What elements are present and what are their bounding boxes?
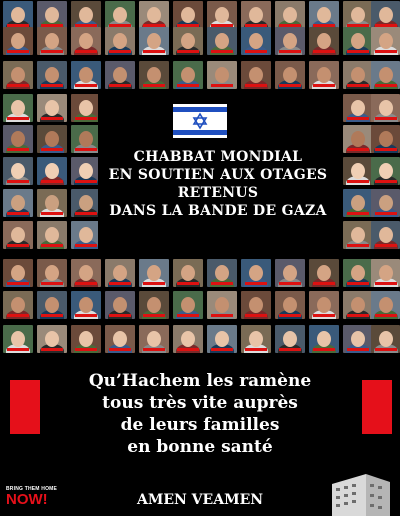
portrait-name-tag — [245, 50, 267, 53]
hostage-portrait — [309, 291, 339, 319]
portrait-name-tag — [143, 348, 165, 351]
portrait-name-tag — [375, 348, 397, 351]
portrait-name-tag — [375, 180, 397, 183]
hostage-portrait — [105, 325, 135, 353]
portrait-face — [79, 227, 93, 243]
hostage-portrait — [207, 27, 237, 55]
portrait-face — [317, 297, 331, 313]
portrait-face — [379, 163, 393, 179]
hostage-portrait — [371, 221, 400, 249]
hostage-portrait — [3, 221, 33, 249]
portrait-face — [215, 297, 229, 313]
hostage-portrait — [139, 259, 169, 287]
portrait-face — [113, 67, 127, 83]
hostage-portrait — [71, 61, 101, 89]
hostage-portrait — [309, 259, 339, 287]
portrait-face — [351, 227, 365, 243]
portrait-name-tag — [279, 50, 301, 53]
portrait-name-tag — [375, 84, 397, 87]
left-red-bar — [10, 380, 40, 434]
portrait-name-tag — [347, 244, 369, 247]
portrait-face — [11, 297, 25, 313]
portrait-face — [11, 227, 25, 243]
portrait-name-tag — [375, 117, 397, 120]
portrait-name-tag — [279, 282, 301, 285]
portrait-name-tag — [41, 244, 63, 247]
hostage-portrait — [241, 61, 271, 89]
portrait-name-tag — [313, 50, 335, 53]
hostage-portrait — [37, 1, 67, 29]
portrait-face — [317, 265, 331, 281]
portrait-face — [45, 67, 59, 83]
hostage-portrait — [105, 1, 135, 29]
portrait-face — [45, 100, 59, 116]
portrait-name-tag — [347, 282, 369, 285]
portrait-face — [249, 33, 263, 49]
portrait-name-tag — [75, 84, 97, 87]
portrait-name-tag — [177, 314, 199, 317]
hostage-portrait — [37, 325, 67, 353]
portrait-name-tag — [75, 244, 97, 247]
portrait-name-tag — [375, 282, 397, 285]
portrait-face — [379, 7, 393, 23]
portrait-name-tag — [177, 50, 199, 53]
portrait-face — [11, 131, 25, 147]
portrait-face — [351, 195, 365, 211]
portrait-name-tag — [7, 244, 29, 247]
portrait-name-tag — [109, 84, 131, 87]
portrait-name-tag — [211, 314, 233, 317]
portrait-face — [283, 297, 297, 313]
portrait-face — [215, 7, 229, 23]
hostage-portrait — [71, 221, 101, 249]
hostage-portrait — [139, 61, 169, 89]
portrait-face — [79, 331, 93, 347]
portrait-face — [249, 7, 263, 23]
portrait-name-tag — [245, 348, 267, 351]
hostage-portrait — [343, 291, 373, 319]
portrait-face — [317, 67, 331, 83]
headline-line-2: EN SOUTIEN AUX OTAGES — [108, 167, 328, 183]
portrait-face — [113, 265, 127, 281]
prayer-line-1: Qu’Hachem les ramène — [88, 371, 312, 391]
portrait-name-tag — [143, 84, 165, 87]
portrait-face — [351, 33, 365, 49]
hostage-portrait — [343, 27, 373, 55]
hostage-portrait — [309, 27, 339, 55]
hostage-portrait — [3, 189, 33, 217]
portrait-face — [181, 7, 195, 23]
portrait-face — [45, 195, 59, 211]
portrait-name-tag — [109, 348, 131, 351]
portrait-name-tag — [109, 50, 131, 53]
portrait-face — [79, 67, 93, 83]
portrait-face — [147, 265, 161, 281]
portrait-name-tag — [211, 282, 233, 285]
portrait-name-tag — [109, 282, 131, 285]
hostage-portrait — [71, 325, 101, 353]
hostage-portrait — [275, 1, 305, 29]
portrait-name-tag — [211, 84, 233, 87]
portrait-face — [11, 7, 25, 23]
hostage-portrait — [343, 325, 373, 353]
portrait-name-tag — [245, 282, 267, 285]
portrait-face — [351, 67, 365, 83]
portrait-name-tag — [7, 348, 29, 351]
portrait-face — [79, 33, 93, 49]
hostage-portrait — [173, 27, 203, 55]
portrait-face — [181, 33, 195, 49]
portrait-face — [11, 67, 25, 83]
portrait-name-tag — [75, 348, 97, 351]
hostage-portrait — [343, 125, 373, 153]
portrait-face — [147, 33, 161, 49]
hostage-portrait — [207, 291, 237, 319]
portrait-face — [45, 227, 59, 243]
portrait-name-tag — [313, 348, 335, 351]
portrait-name-tag — [347, 314, 369, 317]
portrait-face — [79, 131, 93, 147]
portrait-face — [79, 195, 93, 211]
hostage-portrait — [37, 125, 67, 153]
hostage-portrait — [3, 61, 33, 89]
portrait-name-tag — [41, 117, 63, 120]
hostage-portrait — [3, 27, 33, 55]
portrait-name-tag — [313, 314, 335, 317]
portrait-name-tag — [177, 282, 199, 285]
hostage-portrait — [3, 157, 33, 185]
portrait-name-tag — [7, 180, 29, 183]
hostage-portrait — [37, 61, 67, 89]
hostage-portrait — [371, 259, 400, 287]
portrait-face — [249, 265, 263, 281]
portrait-face — [249, 67, 263, 83]
portrait-name-tag — [75, 212, 97, 215]
portrait-face — [45, 7, 59, 23]
hostage-portrait — [139, 1, 169, 29]
portrait-face — [11, 331, 25, 347]
portrait-face — [215, 331, 229, 347]
portrait-name-tag — [41, 348, 63, 351]
headline — [100, 148, 336, 220]
portrait-face — [379, 33, 393, 49]
portrait-name-tag — [375, 244, 397, 247]
portrait-face — [79, 7, 93, 23]
portrait-face — [45, 163, 59, 179]
portrait-name-tag — [7, 314, 29, 317]
israel-flag-icon — [173, 104, 227, 138]
portrait-face — [79, 163, 93, 179]
hostage-portrait — [71, 94, 101, 122]
portrait-face — [79, 100, 93, 116]
portrait-face — [379, 195, 393, 211]
hostage-portrait — [37, 259, 67, 287]
building-icon — [326, 470, 396, 516]
hostage-portrait — [173, 291, 203, 319]
hostage-portrait — [371, 61, 400, 89]
portrait-face — [147, 7, 161, 23]
portrait-name-tag — [245, 84, 267, 87]
hostage-portrait — [3, 325, 33, 353]
portrait-name-tag — [41, 148, 63, 151]
portrait-face — [11, 195, 25, 211]
hostage-portrait — [3, 291, 33, 319]
badge-now-text: NOW! — [6, 491, 48, 508]
portrait-name-tag — [75, 50, 97, 53]
hostage-portrait — [207, 259, 237, 287]
portrait-face — [379, 331, 393, 347]
portrait-face — [351, 163, 365, 179]
hostage-portrait — [139, 27, 169, 55]
hostage-portrait — [275, 259, 305, 287]
hostage-portrait — [37, 157, 67, 185]
hostage-portrait — [173, 259, 203, 287]
portrait-name-tag — [347, 50, 369, 53]
portrait-name-tag — [75, 180, 97, 183]
portrait-face — [181, 331, 195, 347]
portrait-name-tag — [347, 84, 369, 87]
hostage-portrait — [371, 189, 400, 217]
portrait-face — [215, 265, 229, 281]
portrait-name-tag — [7, 212, 29, 215]
portrait-face — [181, 67, 195, 83]
portrait-name-tag — [41, 314, 63, 317]
portrait-face — [181, 265, 195, 281]
hostage-portrait — [241, 27, 271, 55]
portrait-name-tag — [279, 314, 301, 317]
portrait-face — [45, 131, 59, 147]
portrait-face — [283, 67, 297, 83]
hostage-portrait — [309, 1, 339, 29]
portrait-name-tag — [177, 84, 199, 87]
portrait-face — [45, 33, 59, 49]
hostage-portrait — [37, 94, 67, 122]
portrait-face — [11, 100, 25, 116]
right-red-bar — [362, 380, 392, 434]
hostage-portrait — [343, 1, 373, 29]
portrait-name-tag — [75, 314, 97, 317]
portrait-name-tag — [211, 348, 233, 351]
portrait-face — [283, 7, 297, 23]
portrait-face — [317, 331, 331, 347]
portrait-name-tag — [41, 282, 63, 285]
hostage-portrait — [71, 1, 101, 29]
portrait-face — [147, 331, 161, 347]
hostage-portrait — [139, 291, 169, 319]
portrait-face — [351, 7, 365, 23]
portrait-face — [181, 297, 195, 313]
bring-them-home-badge — [6, 486, 58, 508]
portrait-name-tag — [109, 314, 131, 317]
portrait-face — [215, 67, 229, 83]
portrait-name-tag — [177, 348, 199, 351]
portrait-name-tag — [279, 84, 301, 87]
portrait-face — [379, 100, 393, 116]
hostage-portrait — [3, 125, 33, 153]
hostage-portrait — [207, 325, 237, 353]
hostage-portrait — [343, 94, 373, 122]
hostage-portrait — [37, 291, 67, 319]
portrait-face — [351, 100, 365, 116]
hostage-portrait — [71, 27, 101, 55]
hostage-portrait — [3, 1, 33, 29]
hostage-portrait — [343, 61, 373, 89]
portrait-name-tag — [143, 314, 165, 317]
headline-line-1: CHABBAT MONDIAL — [133, 149, 303, 165]
portrait-name-tag — [375, 148, 397, 151]
portrait-name-tag — [375, 314, 397, 317]
portrait-face — [113, 7, 127, 23]
portrait-name-tag — [143, 50, 165, 53]
hostage-portrait — [71, 291, 101, 319]
hostage-portrait — [173, 1, 203, 29]
hostage-portrait — [343, 157, 373, 185]
portrait-name-tag — [347, 148, 369, 151]
prayer-text — [60, 370, 340, 458]
hostage-portrait — [275, 325, 305, 353]
hostage-portrait — [241, 325, 271, 353]
hostage-portrait — [37, 189, 67, 217]
hostage-portrait — [343, 259, 373, 287]
portrait-face — [249, 331, 263, 347]
portrait-face — [45, 331, 59, 347]
portrait-name-tag — [7, 84, 29, 87]
hostage-portrait — [207, 1, 237, 29]
portrait-face — [379, 265, 393, 281]
hostage-portrait — [173, 325, 203, 353]
prayer-line-4: en bonne santé — [127, 437, 273, 457]
portrait-name-tag — [41, 212, 63, 215]
portrait-face — [351, 265, 365, 281]
portrait-name-tag — [347, 348, 369, 351]
badge-top-text: BRING THEM HOME — [6, 486, 58, 492]
portrait-name-tag — [143, 282, 165, 285]
portrait-name-tag — [7, 148, 29, 151]
portrait-name-tag — [375, 50, 397, 53]
hostage-portrait — [173, 61, 203, 89]
portrait-face — [79, 297, 93, 313]
hostage-portrait — [343, 189, 373, 217]
hostage-portrait — [241, 291, 271, 319]
portrait-face — [11, 33, 25, 49]
portrait-face — [215, 33, 229, 49]
hostage-portrait — [105, 291, 135, 319]
portrait-face — [283, 331, 297, 347]
portrait-face — [317, 7, 331, 23]
portrait-name-tag — [75, 148, 97, 151]
portrait-face — [45, 265, 59, 281]
portrait-face — [11, 265, 25, 281]
portrait-face — [113, 331, 127, 347]
portrait-face — [45, 297, 59, 313]
hostage-portrait — [371, 125, 400, 153]
portrait-face — [113, 33, 127, 49]
portrait-name-tag — [211, 50, 233, 53]
portrait-face — [379, 297, 393, 313]
headline-line-4: DANS LA BANDE DE GAZA — [109, 203, 327, 219]
hostage-portrait — [71, 189, 101, 217]
prayer-line-3: de leurs familles — [120, 415, 280, 435]
portrait-name-tag — [7, 50, 29, 53]
hostage-portrait — [207, 61, 237, 89]
hostage-portrait — [71, 259, 101, 287]
hostage-portrait — [371, 1, 400, 29]
hostage-portrait — [371, 291, 400, 319]
portrait-face — [79, 265, 93, 281]
portrait-face — [249, 297, 263, 313]
portrait-face — [317, 33, 331, 49]
portrait-face — [379, 67, 393, 83]
portrait-name-tag — [41, 50, 63, 53]
hostage-portrait — [37, 27, 67, 55]
hostage-portrait — [241, 1, 271, 29]
hostage-portrait — [71, 125, 101, 153]
portrait-name-tag — [347, 180, 369, 183]
portrait-face — [283, 265, 297, 281]
portrait-face — [379, 227, 393, 243]
portrait-face — [113, 297, 127, 313]
portrait-name-tag — [347, 117, 369, 120]
headline-line-3: RETENUS — [177, 185, 259, 201]
closing-text: AMEN VEAMEN — [136, 492, 264, 508]
portrait-face — [147, 297, 161, 313]
portrait-face — [351, 331, 365, 347]
hostage-portrait — [371, 325, 400, 353]
hostage-portrait — [105, 61, 135, 89]
hostage-portrait — [241, 259, 271, 287]
hostage-portrait — [3, 94, 33, 122]
hostage-portrait — [3, 259, 33, 287]
hostage-portrait — [71, 157, 101, 185]
hostage-portrait — [139, 325, 169, 353]
hostage-portrait — [105, 259, 135, 287]
prayer-line-2: tous très vite auprès — [102, 393, 298, 413]
portrait-name-tag — [375, 212, 397, 215]
hostage-portrait — [371, 27, 400, 55]
portrait-face — [351, 131, 365, 147]
portrait-name-tag — [313, 282, 335, 285]
hostage-portrait — [105, 27, 135, 55]
hostage-portrait — [309, 325, 339, 353]
portrait-face — [351, 297, 365, 313]
hostage-portrait — [371, 94, 400, 122]
hostage-portrait — [275, 27, 305, 55]
hostage-portrait — [371, 157, 400, 185]
hostage-portrait — [309, 61, 339, 89]
portrait-name-tag — [7, 117, 29, 120]
portrait-name-tag — [7, 282, 29, 285]
portrait-name-tag — [41, 84, 63, 87]
portrait-name-tag — [313, 84, 335, 87]
portrait-face — [11, 163, 25, 179]
hostage-portrait — [37, 221, 67, 249]
portrait-name-tag — [41, 180, 63, 183]
hostage-portrait — [275, 291, 305, 319]
portrait-face — [379, 131, 393, 147]
portrait-name-tag — [75, 117, 97, 120]
portrait-name-tag — [279, 348, 301, 351]
portrait-name-tag — [347, 212, 369, 215]
portrait-name-tag — [245, 314, 267, 317]
portrait-face — [147, 67, 161, 83]
hostage-portrait — [343, 221, 373, 249]
portrait-name-tag — [75, 282, 97, 285]
portrait-face — [283, 33, 297, 49]
hostage-portrait — [275, 61, 305, 89]
